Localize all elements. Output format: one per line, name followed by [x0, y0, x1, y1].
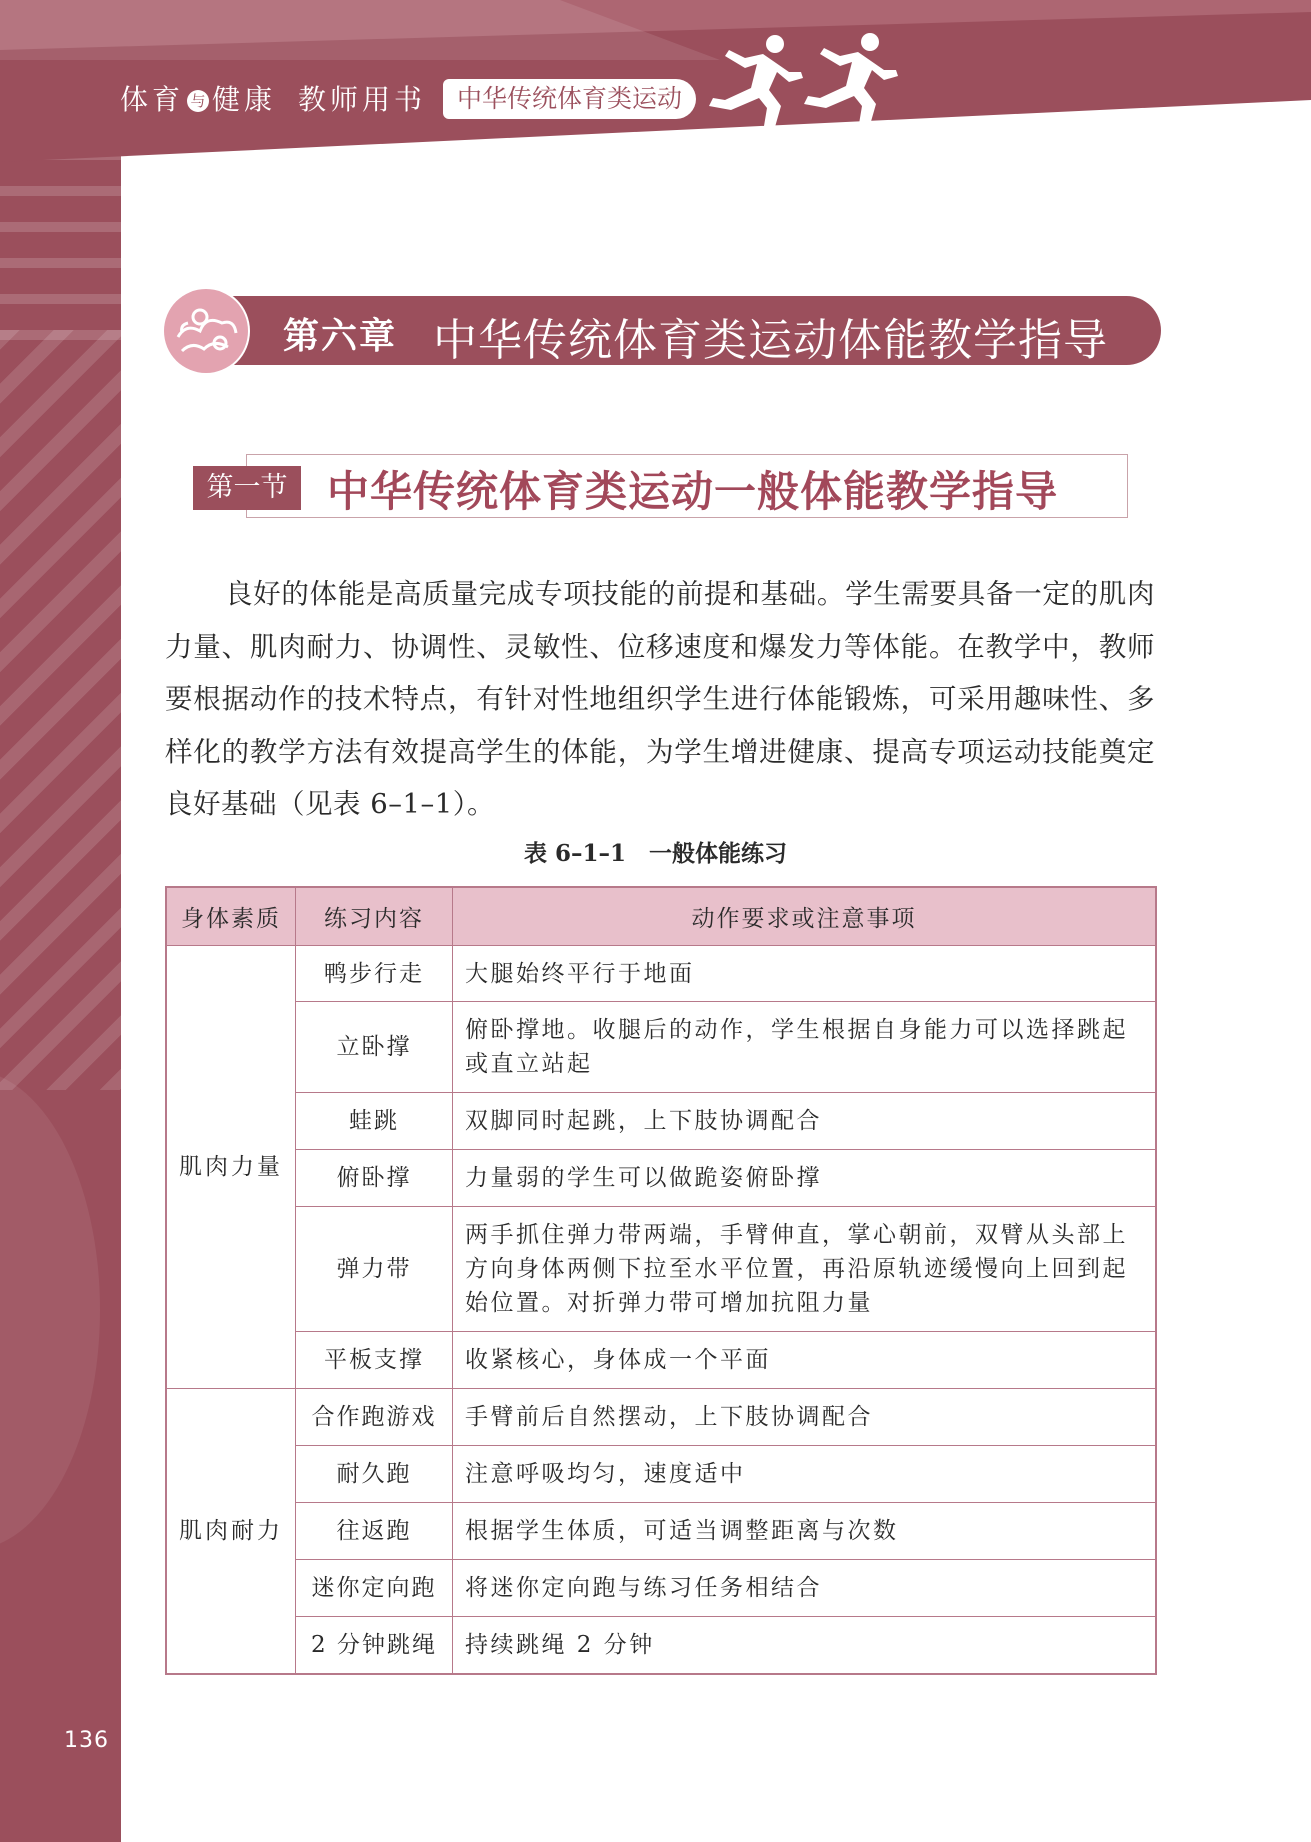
intro-paragraph: 良好的体能是高质量完成专项技能的前提和基础。学生需要具备一定的肌肉力量、肌肉耐力、协调性、灵敏性、位移速度和爆发力等体能。在教学中，教师要根据动作的技术特点，有针对性地组织学生进行体能锻炼，可采用趣味性、多样化的教学方法有效提高学生的体能，为学生增进健康、提高专项运动技能奠定良好基础（见表 6–1–1）。 — [165, 578, 1155, 820]
table-caption: 表 6–1–1 一般体能练习 — [523, 840, 788, 867]
table-row — [166, 1560, 1156, 1617]
left-decorative-band — [0, 0, 121, 1842]
table-header-row — [166, 887, 1156, 946]
item-cell: 蛙跳 — [296, 1093, 453, 1150]
table-row — [166, 1617, 1156, 1674]
requirement-cell: 两手抓住弹力带两端，手臂伸直，掌心朝前，双臂从头部上方向身体两侧下拉至水平位置，再沿原轨迹缓慢向上回到起始位置。对折弹力带可增加抗阻力量 — [453, 1207, 1157, 1332]
table-row — [166, 1093, 1156, 1150]
header-cell-category: 身体素质 — [166, 887, 296, 946]
requirement-cell: 根据学生体质，可适当调整距离与次数 — [453, 1503, 1157, 1560]
item-cell: 2 分钟跳绳 — [296, 1617, 453, 1674]
runners-icon — [705, 28, 915, 138]
header-cell-item: 练习内容 — [296, 887, 453, 946]
table-row — [166, 946, 1156, 1002]
header-connector-badge: 与 — [187, 90, 209, 112]
band-stripes-horizontal — [0, 150, 121, 340]
table-row — [166, 1207, 1156, 1332]
header-book-part2: 健康 — [212, 83, 277, 116]
requirement-cell: 双脚同时起跳，上下肢协调配合 — [453, 1093, 1157, 1150]
requirement-cell: 收紧核心，身体成一个平面 — [453, 1332, 1157, 1389]
item-cell: 往返跑 — [296, 1503, 453, 1560]
header-book-part1: 体育 — [120, 83, 185, 116]
exercise-table — [165, 886, 1157, 1675]
band-stripes-diagonal — [0, 330, 121, 1090]
table-row — [166, 1446, 1156, 1503]
header-book-title — [120, 78, 426, 118]
chapter-title: 中华传统体育类运动体能教学指导 — [433, 315, 1108, 366]
category-cell: 肌肉力量 — [166, 946, 296, 1389]
item-cell: 立卧撑 — [296, 1002, 453, 1093]
requirement-cell: 手臂前后自然摆动，上下肢协调配合 — [453, 1389, 1157, 1446]
requirement-cell: 力量弱的学生可以做跪姿俯卧撑 — [453, 1150, 1157, 1207]
requirement-cell: 将迷你定向跑与练习任务相结合 — [453, 1560, 1157, 1617]
section-title: 中华传统体育类运动一般体能教学指导 — [327, 467, 1059, 516]
header-section-pill: 中华传统体育类运动 — [443, 79, 696, 119]
item-cell: 耐久跑 — [296, 1446, 453, 1503]
item-cell: 合作跑游戏 — [296, 1389, 453, 1446]
item-cell: 弹力带 — [296, 1207, 453, 1332]
chapter-number: 第六章 — [283, 316, 398, 357]
item-cell: 迷你定向跑 — [296, 1560, 453, 1617]
requirement-cell: 持续跳绳 2 分钟 — [453, 1617, 1157, 1674]
section-number: 第一节 — [193, 466, 301, 510]
requirement-cell: 注意呼吸均匀，速度适中 — [453, 1446, 1157, 1503]
table-row — [166, 1332, 1156, 1389]
cloud-ornament-icon — [160, 285, 252, 377]
item-cell: 俯卧撑 — [296, 1150, 453, 1207]
item-cell: 平板支撑 — [296, 1332, 453, 1389]
header-cell-requirement: 动作要求或注意事项 — [453, 887, 1157, 946]
chapter-banner — [203, 296, 1161, 365]
requirement-cell: 俯卧撑地。收腿后的动作，学生根据自身能力可以选择跳起或直立站起 — [453, 1002, 1157, 1093]
table-row — [166, 1150, 1156, 1207]
requirement-cell: 大腿始终平行于地面 — [453, 946, 1157, 1002]
item-cell: 鸭步行走 — [296, 946, 453, 1002]
header-book-subtitle: 教师用书 — [298, 83, 427, 116]
category-cell: 肌肉耐力 — [166, 1389, 296, 1674]
table-row — [166, 1503, 1156, 1560]
table-row — [166, 1002, 1156, 1093]
table-row — [166, 1389, 1156, 1446]
page-number: 136 — [64, 1728, 109, 1753]
band-circle-decoration — [0, 1070, 100, 1550]
